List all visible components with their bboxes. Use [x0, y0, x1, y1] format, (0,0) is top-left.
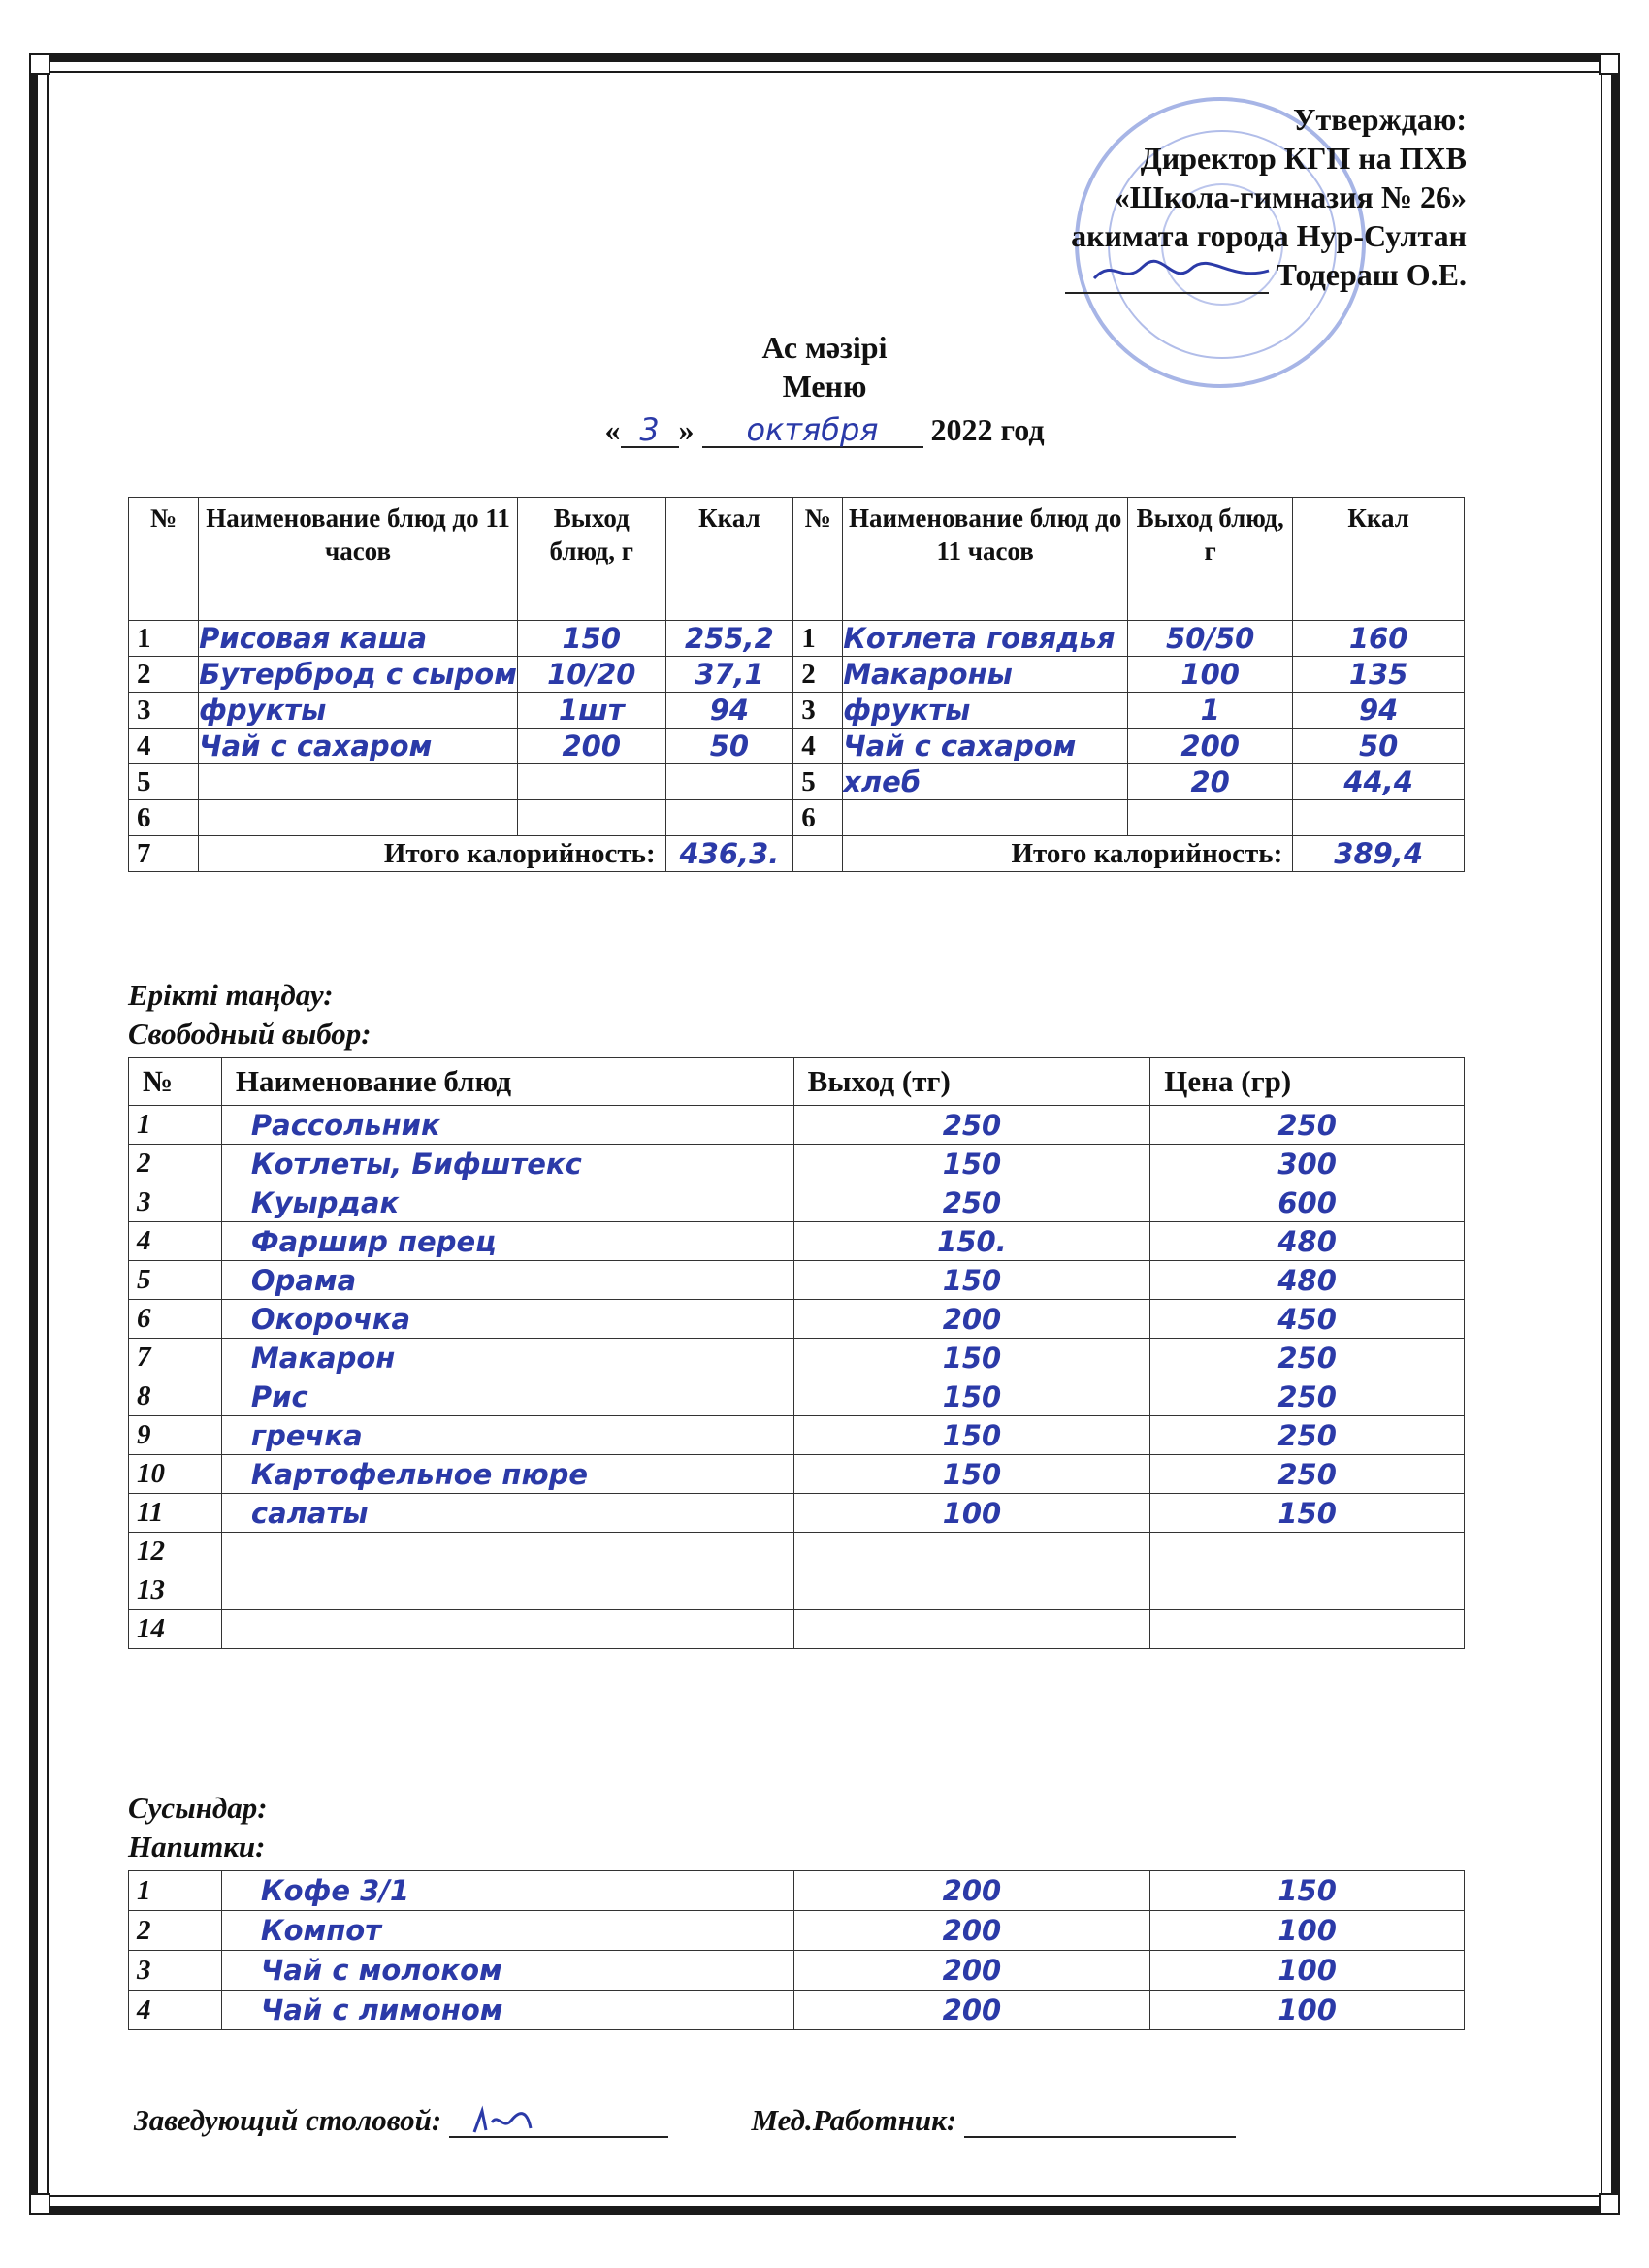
table-row: 14	[129, 1610, 1465, 1649]
date-month-field: октября	[702, 411, 923, 448]
table-row: 2 Бутерброд с сыром 10/20 37,1 2 Макароны 100 135	[129, 657, 1465, 693]
manager-label: Заведующий столовой:	[134, 2103, 442, 2137]
director-name: Тодераш О.Е.	[1276, 257, 1467, 292]
table-row: 6 6	[129, 800, 1465, 836]
menu-table	[128, 497, 1465, 872]
table-row: 8 Рис 150 250	[129, 1377, 1465, 1416]
drinks-table	[128, 1870, 1465, 2030]
table-row: 2 Компот 200 100	[129, 1911, 1465, 1951]
title-kz: Ас мәзірі	[761, 330, 888, 365]
border-corner-top-left	[29, 53, 50, 75]
date-day-field: 3	[621, 411, 679, 448]
table-row: 3 фрукты 1шт 94 3 фрукты 1 94	[129, 693, 1465, 729]
menu-date: « 3 » октября 2022 год	[604, 411, 1045, 448]
date-year: 2022 год	[930, 412, 1045, 447]
approval-block	[1065, 100, 1467, 294]
free-choice-header: № Наименование блюд Выход (тг) Цена (гр)	[129, 1058, 1465, 1106]
table-row: 2 Котлеты, Бифштекс 150 300	[129, 1145, 1465, 1183]
manager-signature	[449, 2103, 668, 2138]
border-corner-bottom-left	[29, 2193, 50, 2215]
approval-line-2: Директор КГП на ПХВ	[1140, 141, 1467, 176]
table-row: 5 5 хлеб 20 44,4	[129, 764, 1465, 800]
free-choice-label-ru: Свободный выбор:	[128, 1017, 372, 1051]
table-row: 7 Макарон 150 250	[129, 1339, 1465, 1377]
total-label-right: Итого калорийность:	[843, 836, 1293, 872]
table-row: 4 Чай с лимоном 200 100	[129, 1991, 1465, 2030]
med-worker-label: Мед.Работник:	[751, 2103, 957, 2137]
menu-total-row: 7 Итого калорийность: 436,3. Итого калорийность: 389,4	[129, 836, 1465, 872]
table-row: 11 салаты 100 150	[129, 1494, 1465, 1533]
title-ru: Меню	[782, 369, 867, 404]
free-choice-table	[128, 1057, 1465, 1649]
table-row: 1 Рассольник 250 250	[129, 1106, 1465, 1145]
table-row: 1 Рисовая каша 150 255,2 1 Котлета говядья 50/50 160	[129, 621, 1465, 657]
approval-line-4: акимата города Нур-Султан	[1071, 218, 1467, 253]
table-row: 6 Окорочка 200 450	[129, 1300, 1465, 1339]
table-row: 12	[129, 1533, 1465, 1571]
total-label-left: Итого калорийность:	[199, 836, 666, 872]
table-row: 4 Фаршир перец 150. 480	[129, 1222, 1465, 1261]
border-corner-bottom-right	[1599, 2193, 1620, 2215]
table-row: 1 Кофе 3/1 200 150	[129, 1871, 1465, 1911]
approval-line-1: Утверждаю:	[1293, 102, 1467, 137]
signatures-footer	[134, 2103, 1236, 2138]
table-row: 5 Орама 150 480	[129, 1261, 1465, 1300]
table-row: 4 Чай с сахаром 200 50 4 Чай с сахаром 200 50	[129, 729, 1465, 764]
approval-signature-row	[1065, 255, 1467, 294]
table-row: 13	[129, 1571, 1465, 1610]
menu-table-header: № Наименование блюд до 11 часов Выход блюд, г Ккал № Наименование блюд до 11 часов Выход блюд, г Ккал	[129, 498, 1465, 621]
table-row: 10 Картофельное пюре 150 250	[129, 1455, 1465, 1494]
free-choice-label-kz: Ерікті таңдау:	[128, 978, 334, 1012]
med-worker-signature	[964, 2103, 1236, 2138]
border-corner-top-right	[1599, 53, 1620, 75]
total-kcal-left: 436,3.	[665, 836, 793, 872]
total-kcal-right: 389,4	[1293, 836, 1465, 872]
director-signature	[1065, 263, 1269, 294]
drinks-label-kz: Сусындар:	[128, 1791, 268, 1825]
table-row: 9 гречка 150 250	[129, 1416, 1465, 1455]
table-row: 3 Куырдак 250 600	[129, 1183, 1465, 1222]
approval-line-3: «Школа-гимназия № 26»	[1114, 179, 1467, 214]
signature-scribble-icon	[1084, 257, 1288, 290]
manager-signature-scribble-icon	[469, 2105, 585, 2138]
table-row: 3 Чай с молоком 200 100	[129, 1951, 1465, 1991]
drinks-label-ru: Напитки:	[128, 1830, 266, 1863]
